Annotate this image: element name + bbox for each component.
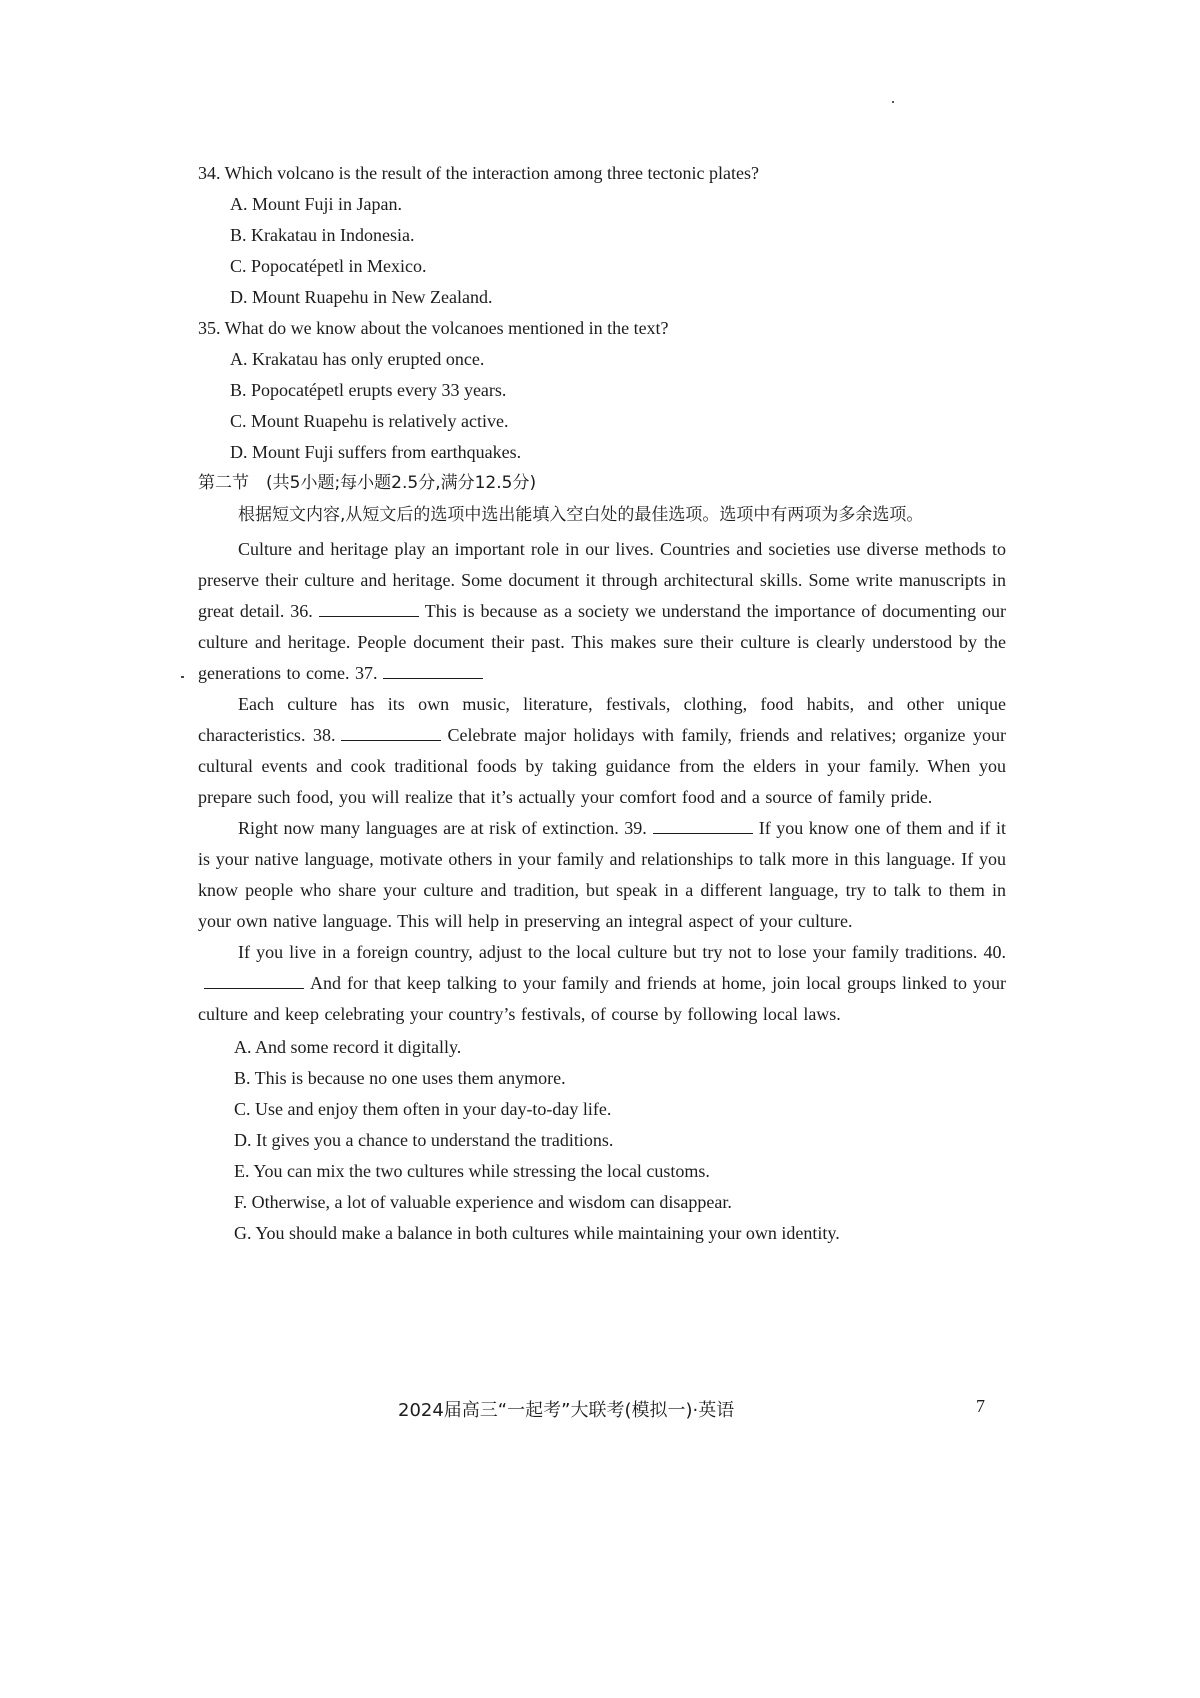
question-34 [198,158,1006,313]
passage-paragraph [198,813,1006,937]
page-content [198,158,1006,1249]
answer-options-list [198,1032,1006,1249]
passage-paragraph [198,937,1006,1030]
passage-text: Each culture has its own music, literature, festivals, clothing, food habits, and other unique characteristics. 38. [198,694,1006,745]
section-heading: 第二节 (共5小题;每小题2.5分,满分12.5分) [198,473,537,493]
question-35 [198,313,1006,468]
answer-option: B. This is because no one uses them anymore. [234,1068,566,1088]
question-stem: 35. What do we know about the volcanoes mentioned in the text? [198,318,669,338]
answer-blank-36 [319,602,419,617]
question-stem: 34. Which volcano is the result of the interaction among three tectonic plates? [198,163,759,183]
passage-text: Culture and heritage play an important role in our lives. Countries and societies use diverse methods to preserve their culture and heritage. Some document it through architectural skills. Some write manuscripts in great detail. 36. [198,539,1006,621]
question-option: B. Krakatau in Indonesia. [230,225,415,245]
passage-text: Celebrate major holidays with family, friends and relatives; organize your cultural events and cook traditional foods by taking guidance from the elders in your family. When you prepare such food, you will realize that it’s actually your comfort food and a source of family pride. [198,725,1006,807]
section-instruction: 根据短文内容,从短文后的选项中选出能填入空白处的最佳选项。选项中有两项为多余选项。 [238,505,924,525]
answer-option: G. You should make a balance in both cultures while maintaining your own identity. [234,1223,840,1243]
exam-title: 2024届高三“一起考”大联考(模拟一)·英语 [398,1400,735,1421]
passage-text: Right now many languages are at risk of extinction. 39. [238,818,647,838]
answer-option: A. And some record it digitally. [234,1037,462,1057]
answer-option: D. It gives you a chance to understand the traditions. [234,1130,614,1150]
question-option: D. Mount Ruapehu in New Zealand. [230,287,493,307]
question-option: D. Mount Fuji suffers from earthquakes. [230,442,522,462]
answer-option: F. Otherwise, a lot of valuable experience and wisdom can disappear. [234,1192,732,1212]
passage-text: And for that keep talking to your family and friends at home, join local groups linked to your culture and keep celebrating your country’s festivals, of course by following local laws. [198,973,1006,1024]
question-option: A. Mount Fuji in Japan. [230,194,403,214]
scan-speck [181,676,184,678]
passage-paragraph [198,534,1006,689]
answer-blank-40 [204,974,304,989]
passage-text: This is because as a society we understand the importance of documenting our culture and heritage. People document their past. This makes sure their culture is clearly understood by the generations to come. 37. [198,601,1006,683]
passage-paragraph [198,689,1006,813]
question-option: B. Popocatépetl erupts every 33 years. [230,380,507,400]
page-number: 7 [976,1396,985,1416]
question-option: A. Krakatau has only erupted once. [230,349,485,369]
page-footer [0,1396,1200,1426]
scan-speck [892,101,894,103]
question-option: C. Mount Ruapehu is relatively active. [230,411,509,431]
answer-option: E. You can mix the two cultures while stressing the local customs. [234,1161,710,1181]
answer-blank-38 [341,726,441,741]
answer-blank-39 [653,819,753,834]
question-option: C. Popocatépetl in Mexico. [230,256,427,276]
answer-blank-37 [383,664,483,679]
passage-text: If you know one of them and if it is your native language, motivate others in your family and relationships to talk more in this language. If you know people who share your culture and tradition, but speak in a different language, try to talk to them in your own native language. This will help in preserving an integral aspect of your culture. [198,818,1006,931]
passage-text: If you live in a foreign country, adjust to the local culture but try not to lose your family traditions. 40. [238,942,1006,962]
answer-option: C. Use and enjoy them often in your day-to-day life. [234,1099,612,1119]
